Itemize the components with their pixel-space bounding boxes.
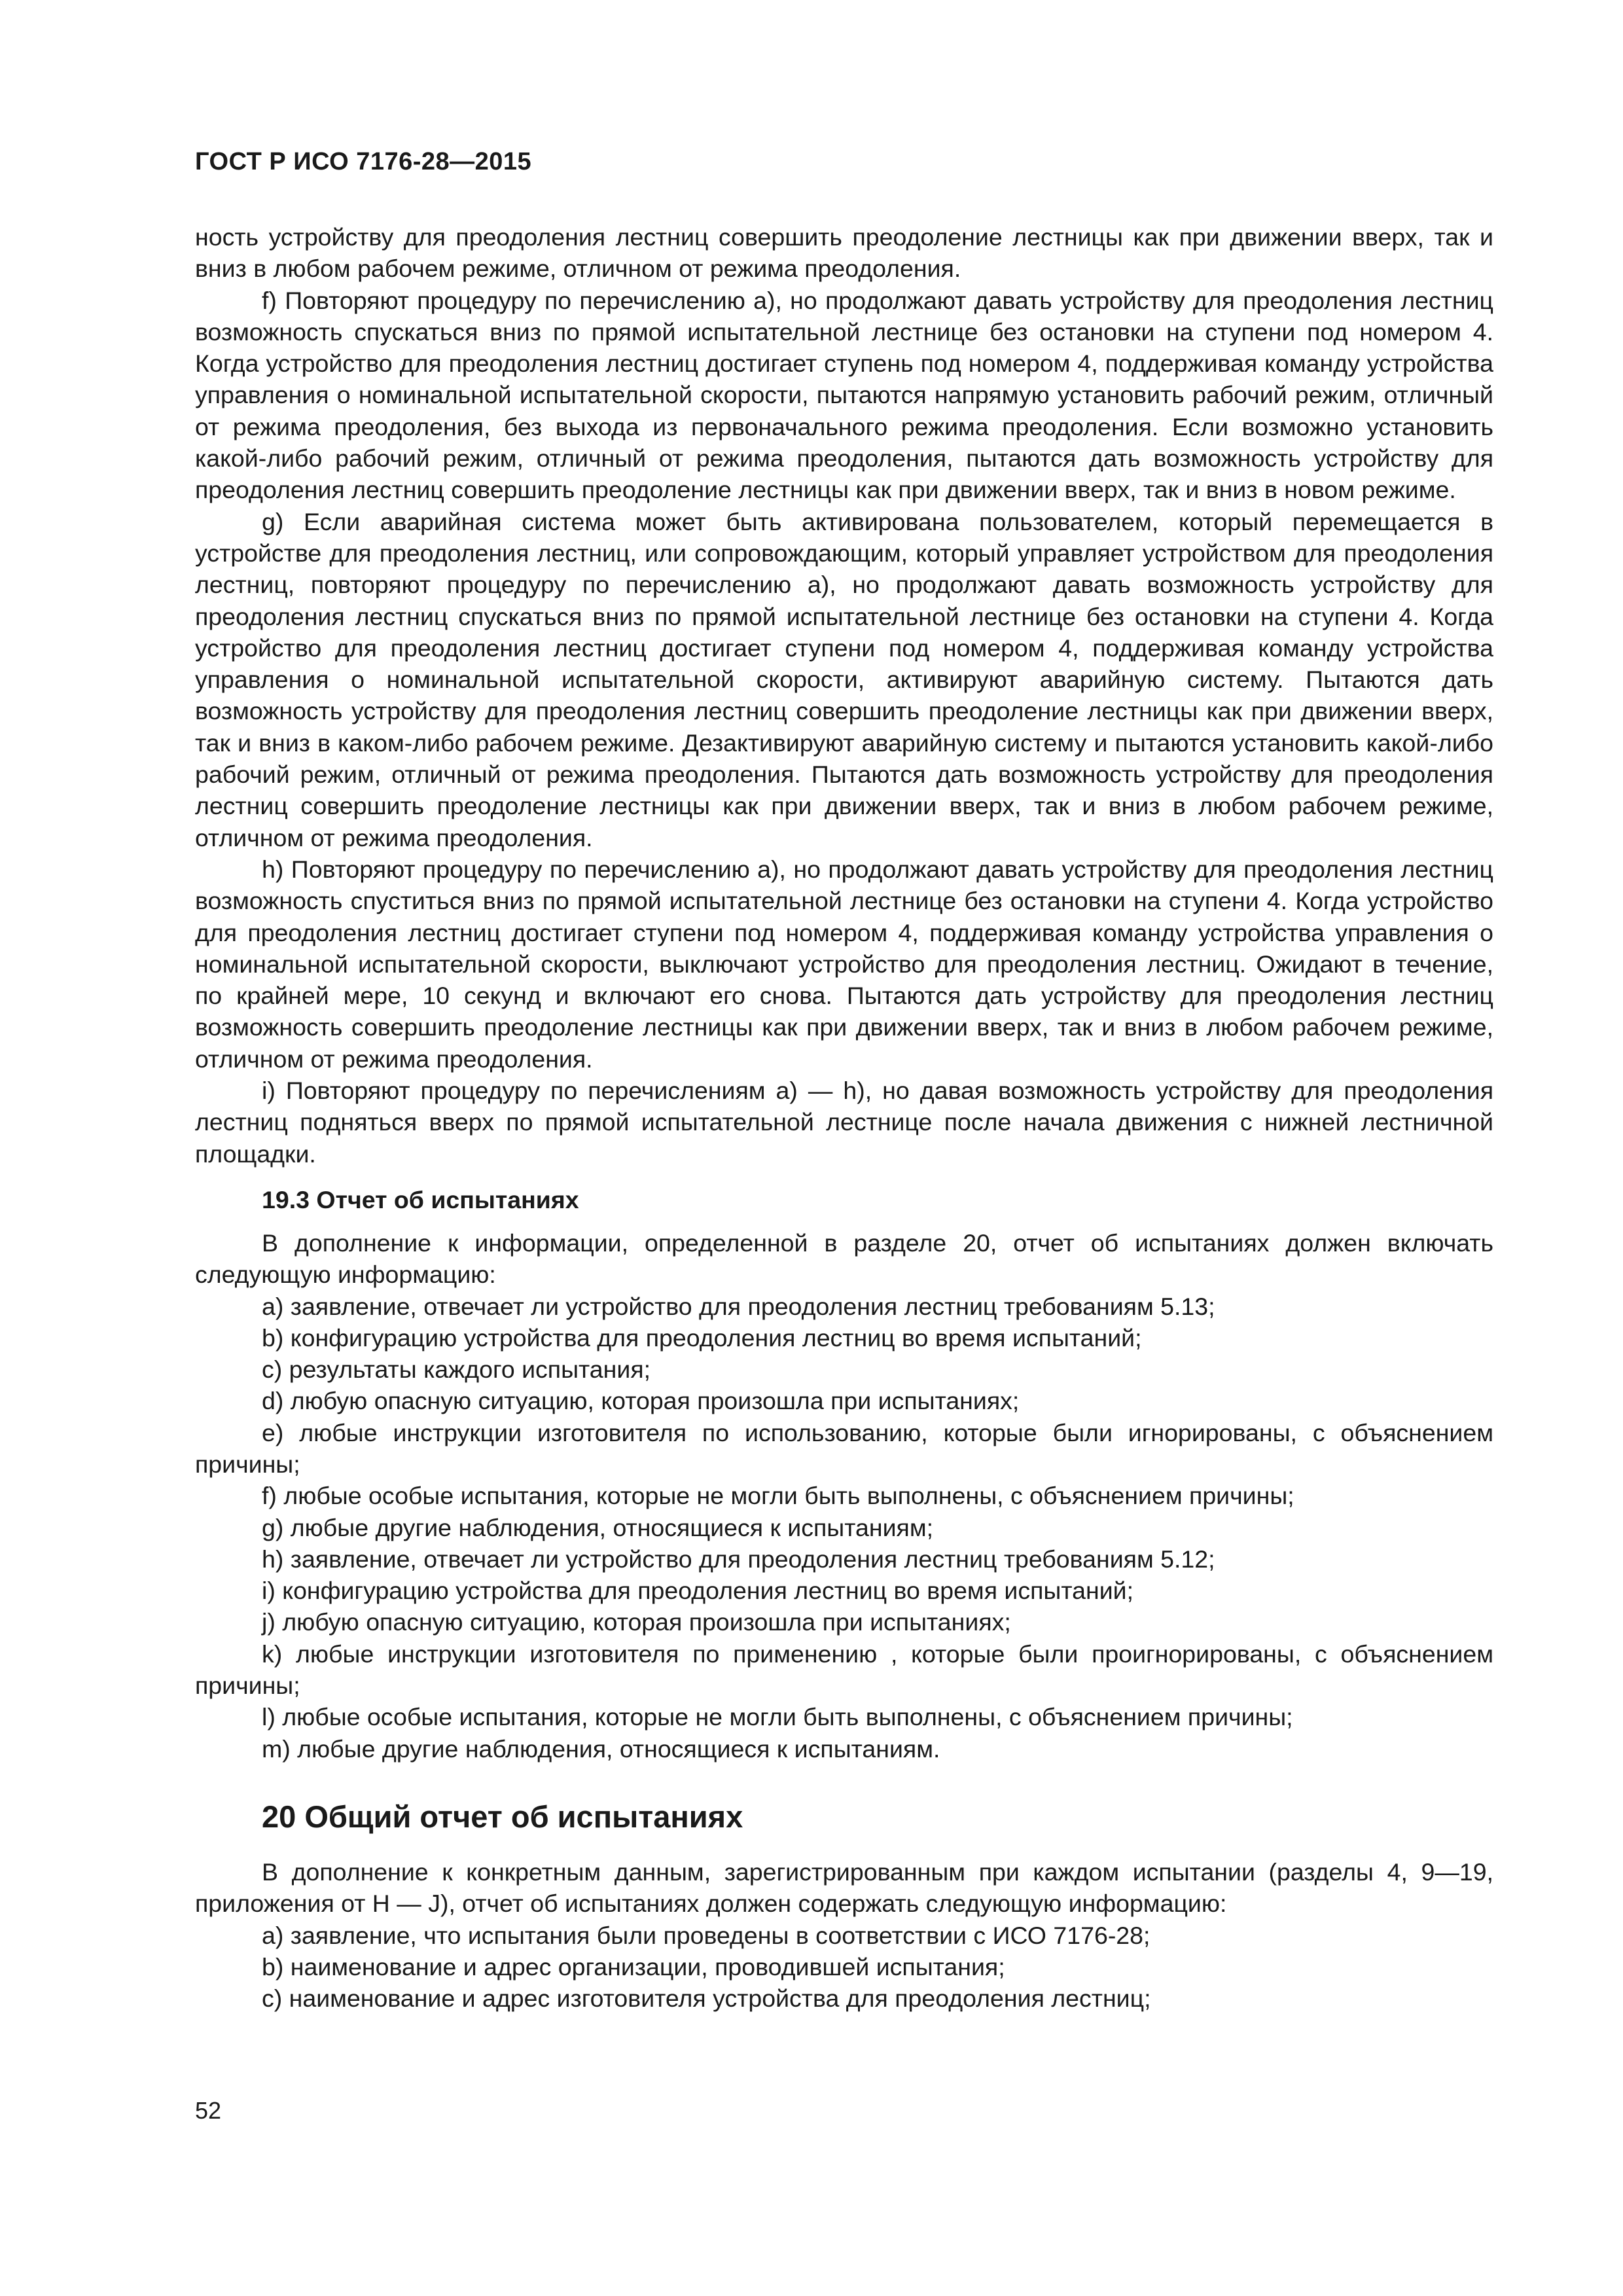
- page-body: [195, 221, 1493, 2014]
- list-item: a) заявление, что испытания были проведены в соответствии с ИСО 7176-28;: [262, 1921, 1150, 1949]
- paragraph-item-f: f) Повторяют процедуру по перечислению а), но продолжают давать устройству для преодоления лестниц возможность спускаться вниз по прямой испытательной лестнице без остановки на ступени под номером 4. Когда устройство для преодоления лестниц достигает ступень под номером 4, поддерживая команду устройства управления о номинальной испытательной скорости, пытаются напрямую установить рабочий режим, отличный от режима преодоления, без выхода из первоначального режима преодоления. Если возможно установить какой-либо рабочий режим, отличный от режима преодоления, пытаются дать возможность устройству для преодоления лестниц совершить преодоление лестницы как при движении вверх, так и вниз в новом режиме.: [195, 286, 1493, 504]
- list-item: i) конфигурацию устройства для преодоления лестниц во время испытаний;: [262, 1577, 1134, 1605]
- paragraph-item-g: g) Если аварийная система может быть активирована пользователем, который перемещается в устройстве для преодоления лестниц, или сопровождающим, который управляет устройством для преодоления лестниц, повторяют процедуру по перечислению а), но продолжают давать возможность устройству для преодоления лестниц спускаться вниз по прямой испытательной лестнице без остановки на ступени 4. Когда устройство для преодоления лестниц достигает ступени под номером 4, поддерживая команду устройства управления о номинальной испытательной скорости, активируют аварийную систему. Пытаются дать возможность устройству для преодоления лестниц совершить преодоление лестницы как при движении вверх, так и вниз в каком-либо рабочем режиме. Дезактивируют аварийную систему и пытаются установить какой-либо рабочий режим, отличный от режима преодоления. Пытаются дать возможность устройству для преодоления лестниц совершить преодоление лестницы как при движении вверх, так и вниз в любом рабочем режиме, отличном от режима преодоления.: [195, 507, 1493, 852]
- list-item: j) любую опасную ситуацию, которая произошла при испытаниях;: [262, 1608, 1011, 1636]
- paragraph-continuation: ность устройству для преодоления лестниц совершить преодоление лестницы как при движении вверх, так и вниз в любом рабочем режиме, отличном от режима преодоления.: [195, 223, 1493, 283]
- section-heading-20: 20 Общий отчет об испытаниях: [262, 1799, 743, 1834]
- list-item: g) любые другие наблюдения, относящиеся к испытаниям;: [262, 1513, 934, 1541]
- list-item: c) результаты каждого испытания;: [262, 1355, 651, 1384]
- list-item: e) любые инструкции изготовителя по использованию, которые были игнорированы, с объяснением причины;: [195, 1418, 1493, 1478]
- list-item: b) конфигурацию устройства для преодоления лестниц во время испытаний;: [262, 1323, 1142, 1352]
- document-header: ГОСТ Р ИСО 7176-28—2015: [195, 148, 532, 175]
- subsection-intro: В дополнение к информации, определенной в разделе 20, отчет об испытаниях должен включать следующую информацию:: [195, 1229, 1493, 1289]
- list-item: m) любые другие наблюдения, относящиеся к испытаниям.: [262, 1734, 940, 1763]
- paragraph-item-i: i) Повторяют процедуру по перечислениям а) — h), но давая возможность устройству для преодоления лестниц подняться вверх по прямой испытательной лестнице после начала движения с нижней лестничной площадки.: [195, 1077, 1493, 1168]
- list-item: c) наименование и адрес изготовителя устройства для преодоления лестниц;: [262, 1984, 1151, 2013]
- list-item: b) наименование и адрес организации, проводившей испытания;: [262, 1952, 1005, 1981]
- section-intro: В дополнение к конкретным данным, зарегистрированным при каждом испытании (разделы 4, 9—19, приложения от Н — J), отчет об испытаниях должен содержать следующую информацию:: [195, 1857, 1493, 1918]
- list-item: h) заявление, отвечает ли устройство для преодоления лестниц требованиям 5.12;: [262, 1545, 1215, 1573]
- page-number: 52: [195, 2097, 222, 2124]
- paragraph-item-h: h) Повторяют процедуру по перечислению а), но продолжают давать устройству для преодоления лестниц возможность спуститься вниз по прямой испытательной лестнице без остановки на ступени 4. Когда устройство для преодоления лестниц достигает ступени под номером 4, поддерживая команду устройства управления о номинальной испытательной скорости, выключают устройство для преодоления лестниц. Ожидают в течение, по крайней мере, 10 секунд и включают его снова. Пытаются дать устройству для преодоления лестниц возможность совершить преодоление лестницы как при движении вверх, так и вниз в любом рабочем режиме, отличном от режима преодоления.: [195, 855, 1493, 1073]
- list-item: k) любые инструкции изготовителя по применению , которые были проигнорированы, с объяснением причины;: [195, 1640, 1493, 1700]
- list-item: d) любую опасную ситуацию, которая произошла при испытаниях;: [262, 1387, 1020, 1415]
- list-item: f) любые особые испытания, которые не могли быть выполнены, с объяснением причины;: [262, 1482, 1294, 1510]
- subsection-heading-19-3: 19.3 Отчет об испытаниях: [262, 1185, 579, 1213]
- list-item: l) любые особые испытания, которые не могли быть выполнены, с объяснением причины;: [262, 1703, 1293, 1731]
- list-item: a) заявление, отвечает ли устройство для преодоления лестниц требованиям 5.13;: [262, 1292, 1215, 1320]
